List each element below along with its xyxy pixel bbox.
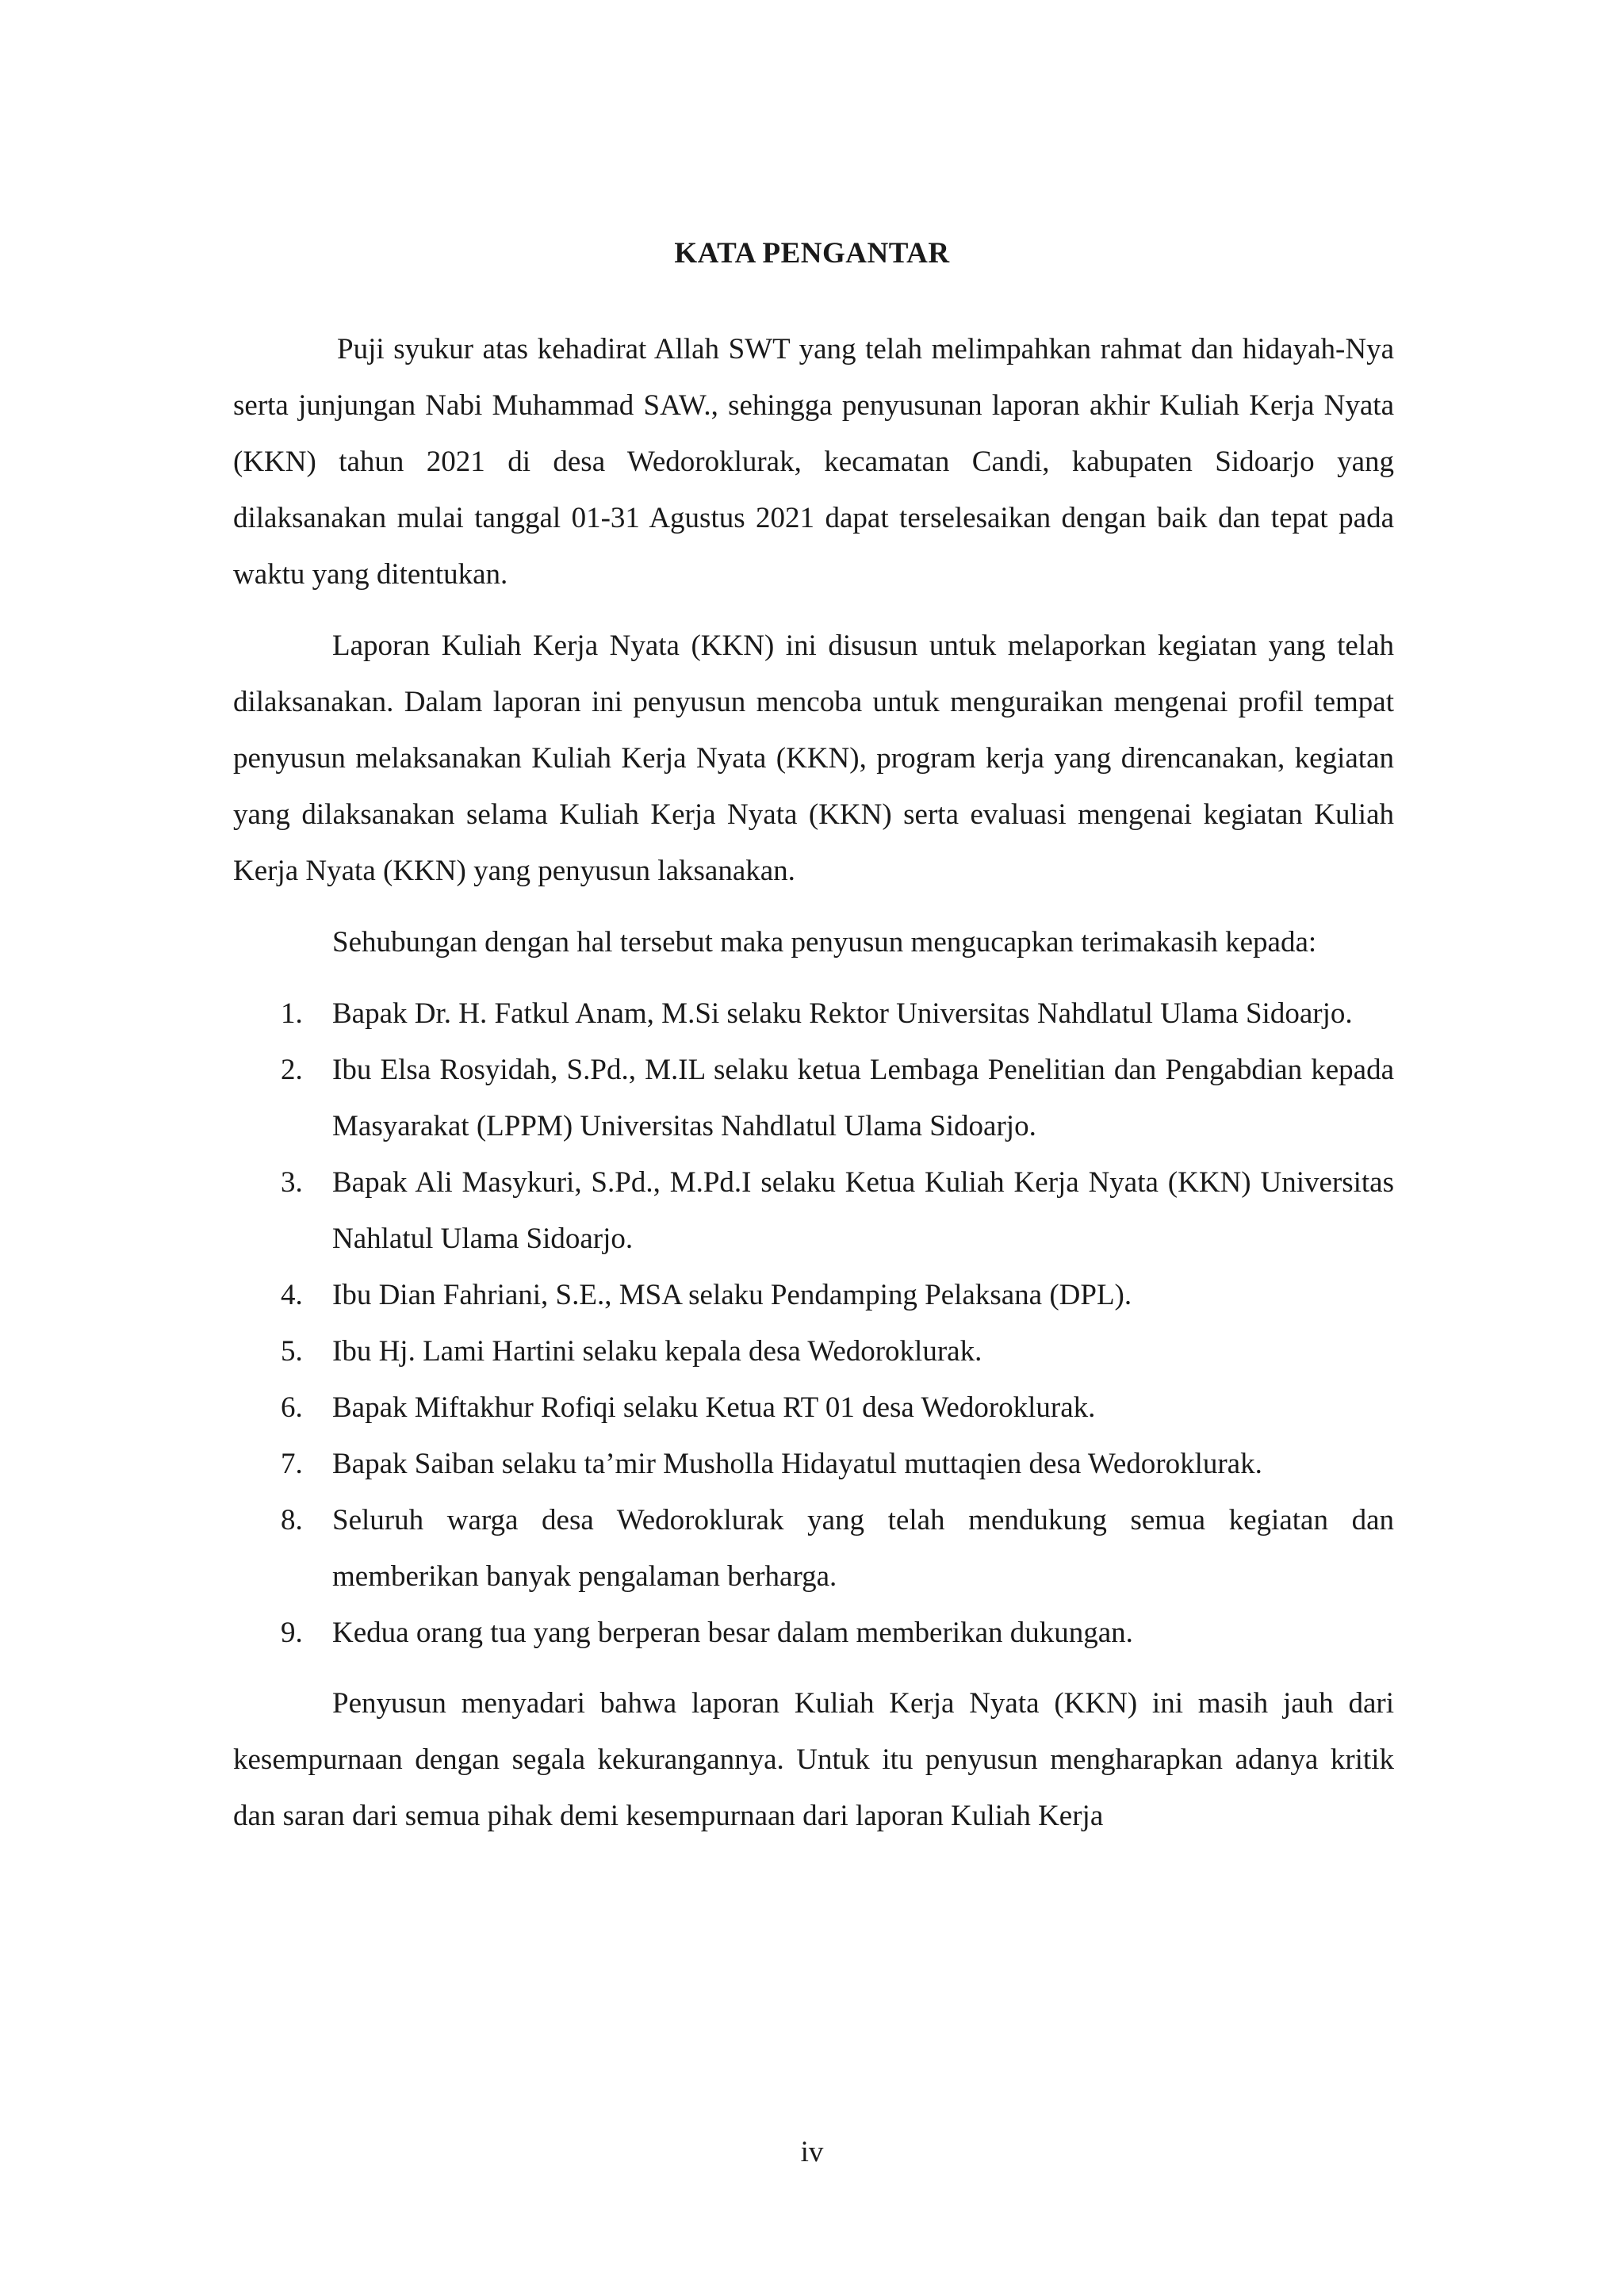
list-item [233, 1492, 1394, 1605]
page-number: iv [800, 2136, 824, 2168]
list-item [233, 1323, 1394, 1380]
thanks-intro-paragraph: Sehubungan dengan hal tersebut maka penyusun mengucapkan terimakasih kepada: [332, 926, 1317, 959]
list-item-number: 1. [281, 997, 303, 1030]
list-item-number: 4. [281, 1279, 303, 1311]
list-item [233, 985, 1394, 1042]
list-item-number: 9. [281, 1617, 303, 1649]
list-item-number: 7. [281, 1448, 303, 1480]
list-item-text: Ibu Hj. Lami Hartini selaku kepala desa Wedoroklurak. [332, 1335, 982, 1368]
list-item-number: 8. [281, 1504, 303, 1536]
list-item-text: Kedua orang tua yang berperan besar dalam memberikan dukungan. [332, 1617, 1133, 1649]
purpose-paragraph: Laporan Kuliah Kerja Nyata (KKN) ini disusun untuk melaporkan kegiatan yang telah dilaksanakan. Dalam laporan ini penyusun mencoba untuk menguraikan mengenai profil tempat penyusun melaksanakan Kuliah Kerja Nyata (KKN), program kerja yang direncanakan, kegiatan yang dilaksanakan selama Kuliah Kerja Nyata (KKN) serta evaluasi mengenai kegiatan Kuliah Kerja Nyata (KKN) yang penyusun laksanakan. [233, 629, 1394, 887]
list-item [233, 1154, 1394, 1267]
list-item-text: Ibu Dian Fahriani, S.E., MSA selaku Pendamping Pelaksana (DPL). [332, 1279, 1132, 1311]
list-item-text: Bapak Miftakhur Rofiqi selaku Ketua RT 01 desa Wedoroklurak. [332, 1391, 1096, 1424]
list-item-text: Ibu Elsa Rosyidah, S.Pd., M.IL selaku ketua Lembaga Penelitian dan Pengabdian kepada Masyarakat (LPPM) Universitas Nahdlatul Ulama Sidoarjo. [332, 1054, 1394, 1142]
list-item-text: Seluruh warga desa Wedoroklurak yang telah mendukung semua kegiatan dan memberikan banyak pengalaman berharga. [332, 1504, 1394, 1593]
list-item [233, 1436, 1394, 1492]
page-title: KATA PENGANTAR [674, 237, 950, 270]
document-body [233, 321, 1394, 1859]
closing-paragraph: Penyusun menyadari bahwa laporan Kuliah Kerja Nyata (KKN) ini masih jauh dari kesempurnaan dengan segala kekurangannya. Untuk itu penyusun mengharapkan adanya kritik dan saran dari semua pihak demi kesempurnaan dari laporan Kuliah Kerja [233, 1687, 1394, 1832]
list-item-number: 3. [281, 1166, 303, 1199]
list-item-number: 6. [281, 1391, 303, 1424]
list-item [233, 1605, 1394, 1661]
list-item [233, 1042, 1394, 1154]
list-item-text: Bapak Saiban selaku ta’mir Musholla Hidayatul muttaqien desa Wedoroklurak. [332, 1448, 1262, 1480]
list-item [233, 1267, 1394, 1323]
list-item-text: Bapak Ali Masykuri, S.Pd., M.Pd.I selaku Ketua Kuliah Kerja Nyata (KKN) Universitas Nahlatul Ulama Sidoarjo. [332, 1166, 1394, 1255]
list-item-text: Bapak Dr. H. Fatkul Anam, M.Si selaku Rektor Universitas Nahdlatul Ulama Sidoarjo. [332, 997, 1353, 1030]
list-item [233, 1380, 1394, 1436]
list-item-number: 2. [281, 1054, 303, 1086]
list-item-number: 5. [281, 1335, 303, 1368]
acknowledgement-list [233, 985, 1394, 1661]
intro-paragraph: Puji syukur atas kehadirat Allah SWT yang telah melimpahkan rahmat dan hidayah-Nya serta junjungan Nabi Muhammad SAW., sehingga penyusunan laporan akhir Kuliah Kerja Nyata (KKN) tahun 2021 di desa Wedoroklurak, kecamatan Candi, kabupaten Sidoarjo yang dilaksanakan mulai tanggal 01-31 Agustus 2021 dapat terselesaikan dengan baik dan tepat pada waktu yang ditentukan. [233, 333, 1394, 591]
